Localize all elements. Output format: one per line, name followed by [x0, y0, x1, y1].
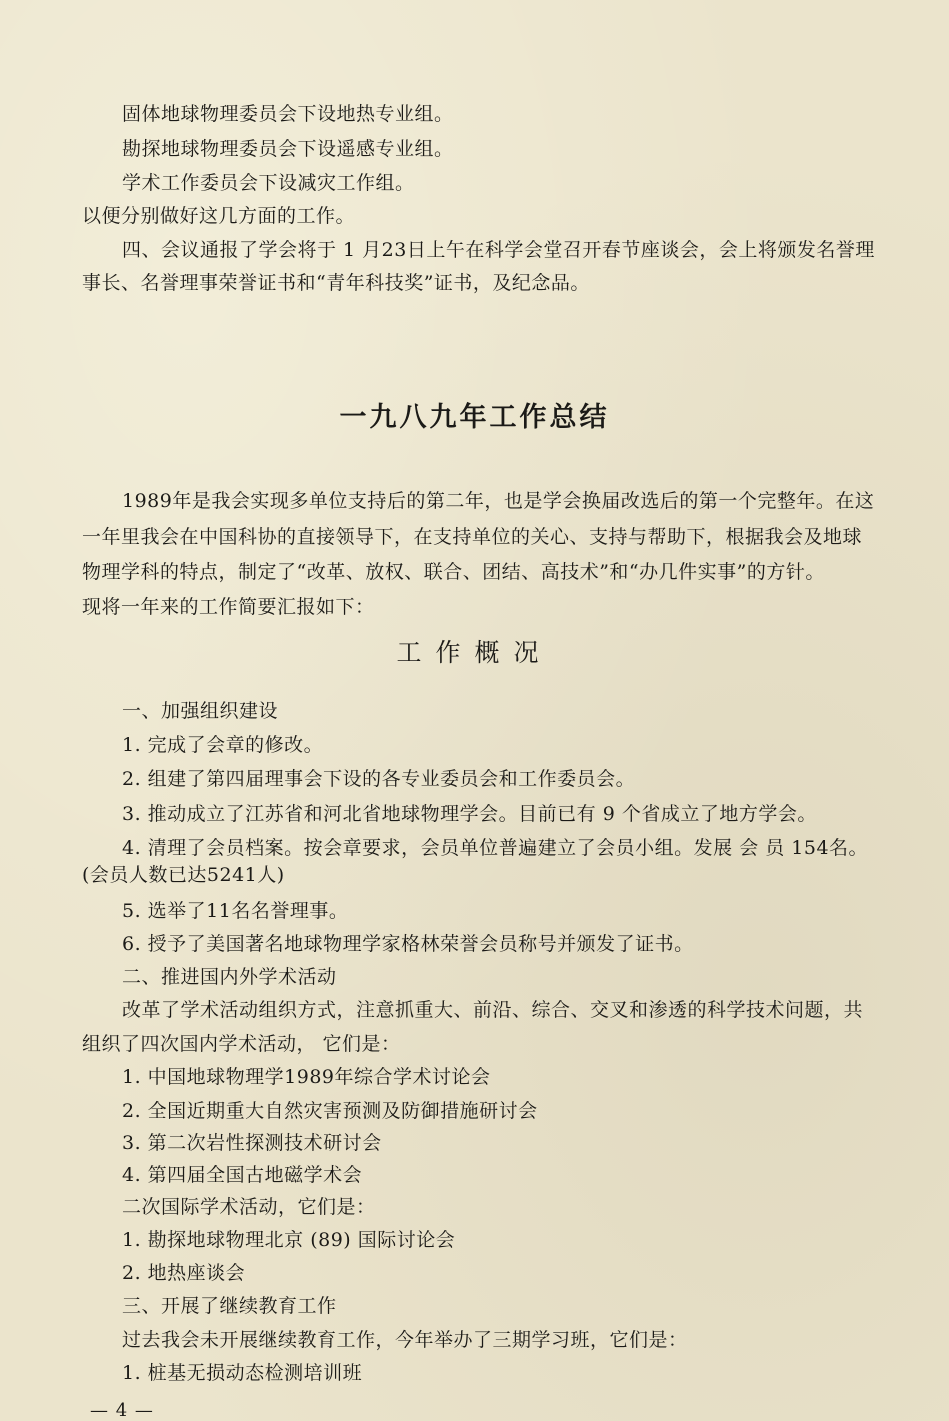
list-item: 2. 组建了第四届理事会下设的各专业委员会和工作委员会。: [122, 768, 636, 790]
list-item: 4. 清理了会员档案。按会章要求，会员单位普遍建立了会员小组。发展 会 员 154名。: [122, 837, 869, 859]
text-line: 固体地球物理委员会下设地热专业组。: [122, 103, 454, 125]
text-line: 过去我会未开展继续教育工作，今年举办了三期学习班，它们是：: [122, 1329, 688, 1351]
list-item: 1. 中国地球物理学1989年综合学术讨论会: [122, 1066, 491, 1088]
text-line: (会员人数已达5241人): [82, 864, 285, 886]
section-title: 工作概况: [396, 638, 553, 667]
text-line: 一年里我会在中国科协的直接领导下，在支持单位的关心、支持与帮助下，根据我会及地球: [82, 526, 863, 548]
list-item: 3. 推动成立了江苏省和河北省地球物理学会。目前已有 9 个省成立了地方学会。: [122, 803, 817, 825]
list-item: 3. 第二次岩性探测技术研讨会: [122, 1132, 382, 1154]
text-line: 现将一年来的工作简要汇报如下：: [82, 596, 375, 618]
section-heading: 三、开展了继续教育工作: [122, 1295, 337, 1317]
text-line: 组织了四次国内学术活动， 它们是：: [82, 1033, 401, 1055]
section-heading: 二、推进国内外学术活动: [122, 966, 337, 988]
text-line: 以便分别做好这几方面的工作。: [82, 205, 356, 227]
list-item: 1. 完成了会章的修改。: [122, 734, 324, 756]
text-line: 四、会议通报了学会将于 1 月23日上午在科学会堂召开春节座谈会，会上将颁发名誉理: [122, 239, 875, 261]
text-line: 学术工作委员会下设减灾工作组。: [122, 172, 415, 194]
list-item: 2. 全国近期重大自然灾害预测及防御措施研讨会: [122, 1100, 538, 1122]
text-line: 物理学科的特点，制定了“改革、放权、联合、团结、高技术”和“办几件实事”的方针。: [82, 561, 825, 583]
list-item: 4. 第四届全国古地磁学术会: [122, 1164, 363, 1186]
list-item: 1. 桩基无损动态检测培训班: [122, 1362, 363, 1384]
text-line: 事长、名誉理事荣誉证书和“青年科技奖”证书，及纪念品。: [82, 272, 590, 294]
text-line: 勘探地球物理委员会下设遥感专业组。: [122, 138, 454, 160]
text-line: 改革了学术活动组织方式，注意抓重大、前沿、综合、交叉和渗透的科学技术问题，共: [122, 999, 864, 1021]
text-line: 二次国际学术活动，它们是：: [122, 1196, 376, 1218]
text-line: 1989年是我会实现多单位支持后的第二年，也是学会换届改选后的第一个完整年。在这: [122, 490, 875, 512]
page-title: 一九八九年工作总结: [339, 402, 610, 433]
page-number: — 4 —: [90, 1400, 154, 1421]
list-item: 6. 授予了美国著名地球物理学家格林荣誉会员称号并颁发了证书。: [122, 933, 694, 955]
list-item: 5. 选举了11名名誉理事。: [122, 900, 349, 922]
section-heading: 一、加强组织建设: [122, 700, 279, 722]
list-item: 1. 勘探地球物理北京 (89) 国际讨论会: [122, 1229, 456, 1251]
list-item: 2. 地热座谈会: [122, 1262, 246, 1284]
